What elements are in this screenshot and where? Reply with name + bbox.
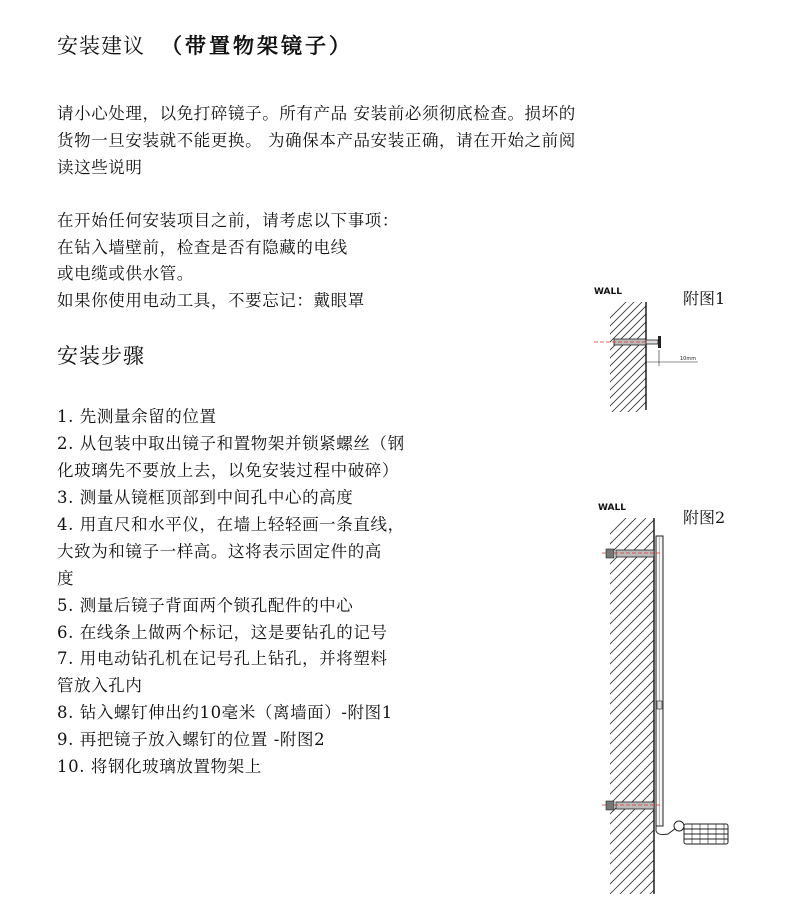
figure1-label: 附图1 (683, 289, 726, 308)
step-line: 大致为和镜子一样高。这将表示固定件的高 (57, 542, 382, 561)
precaution-line: 在开始任何安装项目之前，请考虑以下事项： (57, 211, 399, 230)
title-main: 安装建议 (57, 34, 145, 58)
page-title (57, 30, 353, 60)
step-line: 5. 测量后镜子背面两个锁孔配件的中心 (57, 596, 354, 615)
steps-heading: 安装步骤 (57, 344, 145, 368)
figure1-diagram (588, 280, 698, 412)
figure2-top-screw (602, 549, 662, 558)
figure2-diagram (588, 496, 730, 896)
figure2-label: 附图2 (683, 508, 726, 527)
step-line: 度 (57, 569, 75, 588)
intro-line: 货物一旦安装就不能更换。 为确保本产品安装正确，请在开始之前阅 (57, 131, 576, 150)
precaution-line: 或电缆或供水管。 (57, 264, 194, 283)
intro-line: 请小心处理，以免打碎镜子。所有产品 安装前必须彻底检查。损坏的 (57, 104, 576, 123)
intro-line: 读这些说明 (57, 158, 143, 177)
precaution-line: 在钻入墙壁前，检查是否有隐藏的电线 (57, 238, 348, 257)
step-line: 6. 在线条上做两个标记，这是要钻孔的记号 (57, 623, 388, 642)
figure1-dimension: 10mm (680, 356, 697, 362)
figure2-bottom-screw (602, 801, 662, 810)
figure1-wall-label: WALL (594, 287, 622, 297)
title-subtitle: （带置物架镜子） (161, 34, 353, 58)
step-line: 3. 测量从镜框顶部到中间孔中心的高度 (57, 488, 354, 507)
figure2-wall-label: WALL (598, 503, 626, 513)
shelf-bracket (656, 821, 728, 844)
step-line: 1. 先测量余留的位置 (57, 407, 217, 426)
step-line: 7. 用电动钻孔机在记号孔上钻孔，并将塑料 (57, 649, 388, 668)
step-line: 管放入孔内 (57, 676, 143, 695)
step-line: 8. 钻入螺钉伸出约10毫米（离墙面）-附图1 (57, 703, 393, 722)
step-line: 2. 从包装中取出镜子和置物架并锁紧螺丝（钢 (57, 434, 405, 453)
step-line: 10. 将钢化玻璃放置物架上 (57, 757, 262, 776)
step-line: 9. 再把镜子放入螺钉的位置 -附图2 (57, 730, 326, 749)
figure1-screw (594, 336, 661, 348)
step-line: 4. 用直尺和水平仪，在墙上轻轻画一条直线， (57, 515, 405, 534)
precaution-line: 如果你使用电动工具，不要忘记：戴眼罩 (57, 291, 365, 310)
step-line: 化玻璃先不要放上去，以免安装过程中破碎） (57, 461, 399, 480)
